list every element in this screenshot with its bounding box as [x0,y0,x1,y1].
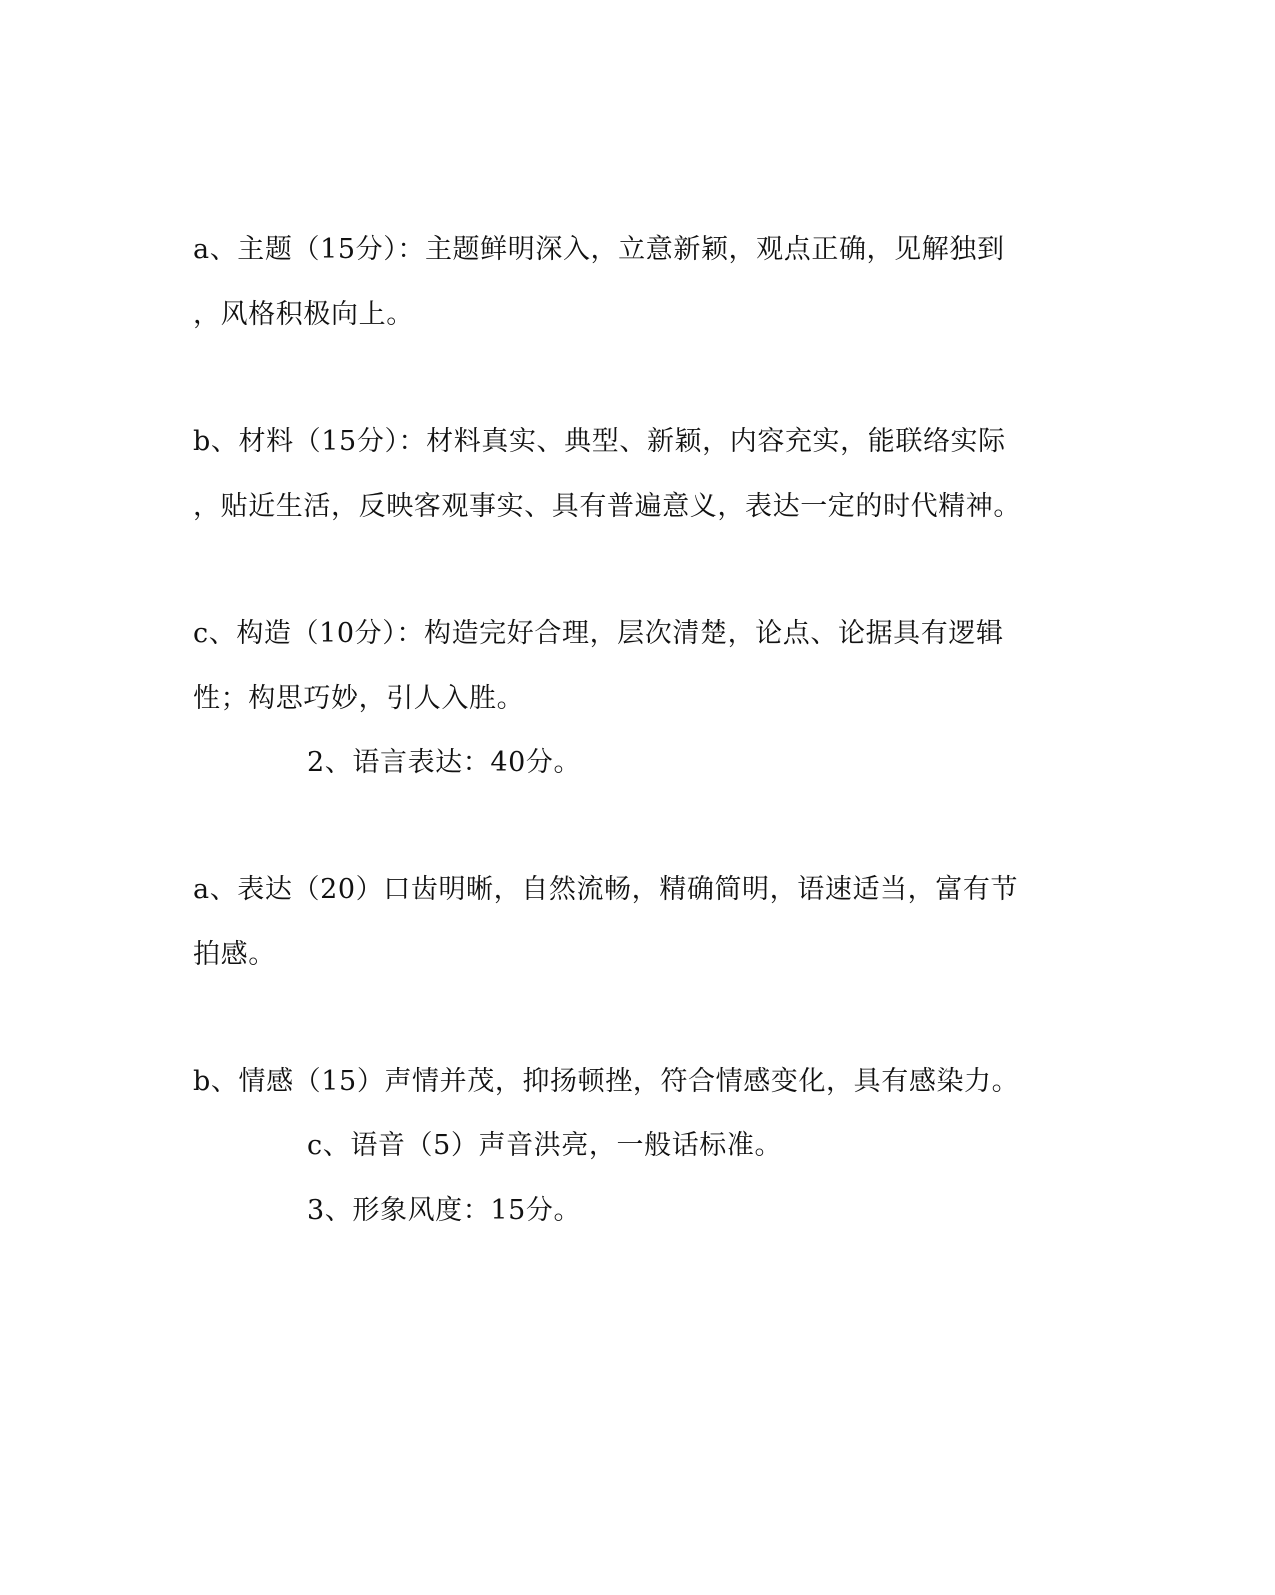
criterion-a-expression-line-1: a、表达（20）口齿明晰，自然流畅，精确简明，语速适当，富有节 [193,874,1019,905]
section-2-language-heading: 2、语言表达：40分。 [307,747,582,778]
criterion-b-material-line-1: b、材料（15分）：材料真实、典型、新颖，内容充实，能联络实际 [193,426,1006,457]
criterion-c-voice-line: c、语音（5）声音洪亮，一般话标准。 [307,1130,783,1161]
criterion-a-theme-line-2: ，风格积极向上。 [193,299,414,330]
criterion-b-emotion-line: b、情感（15）声情并茂，抑扬顿挫，符合情感变化，具有感染力。 [193,1066,1020,1097]
section-3-appearance-heading: 3、形象风度：15分。 [307,1195,582,1226]
criterion-c-structure-line-1: c、构造（10分）：构造完好合理，层次清楚，论点、论据具有逻辑 [193,618,1004,649]
criterion-b-material-line-2: ，贴近生活，反映客观事实、具有普遍意义，表达一定的时代精神。 [193,491,1021,522]
criterion-a-expression-line-2: 拍感。 [193,939,276,970]
criterion-c-structure-line-2: 性；构思巧妙，引人入胜。 [193,683,525,714]
criterion-a-theme-line-1: a、主题（15分）：主题鲜明深入，立意新颖，观点正确，见解独到 [193,234,1005,265]
